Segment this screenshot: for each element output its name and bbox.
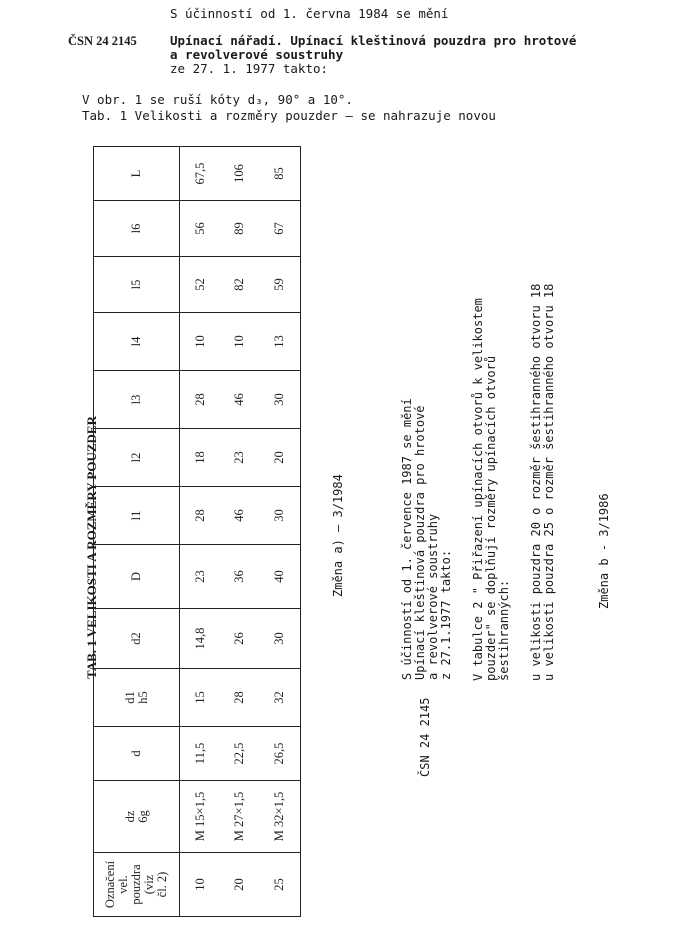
table-cell: 10 — [220, 313, 259, 371]
table-caption: TAB. 1 VELIKOSTI A ROZMĚRY POUZDER — [84, 416, 99, 679]
table-cell: 36 — [220, 545, 259, 609]
table-cell: 26,5 — [260, 727, 301, 781]
dimensions-table-wrapper — [93, 147, 301, 917]
header-size-designation: Označení vel. pouzdra (viz čl. 2) — [94, 853, 180, 917]
table-cell: 106 — [220, 147, 259, 201]
header-l4: l4 — [94, 313, 180, 371]
table-row — [260, 147, 301, 917]
block2-line9: u velikosti pouzdra 25 o rozměr šestihranného otvoru 18 — [542, 283, 556, 681]
table-cell: 32 — [260, 669, 301, 727]
table-cell: 46 — [220, 487, 259, 545]
table-cell: 82 — [220, 257, 259, 313]
table-row — [180, 147, 221, 917]
table-cell: 23 — [220, 429, 259, 487]
table-cell: 20 — [260, 429, 301, 487]
header-d: d — [94, 727, 180, 781]
csn-number: ČSN 24 2145 — [68, 34, 137, 48]
header-l6: l6 — [94, 201, 180, 257]
table-cell: 10 — [180, 313, 221, 371]
table-cell: 52 — [180, 257, 221, 313]
standard-title-line2: a revolverové soustruhy — [170, 47, 344, 62]
header-l1: l1 — [94, 487, 180, 545]
header-l5: l5 — [94, 257, 180, 313]
table-cell: 15 — [180, 669, 221, 727]
header-dz: dz 6g — [94, 781, 180, 853]
table-cell: 10 — [180, 853, 221, 917]
table-cell: 30 — [260, 609, 301, 669]
table-row — [220, 147, 259, 917]
table-cell: 26 — [220, 609, 259, 669]
table-cell: 46 — [220, 371, 259, 429]
change-line-2: Tab. 1 Velikosti a rozměry pouzder — se nahrazuje novou — [82, 108, 496, 123]
block2-line1: S účinností od 1. července 1987 se mění — [400, 398, 414, 680]
table-cell: 67 — [260, 201, 301, 257]
block2-line3: a revolverové soustruhy — [426, 513, 440, 680]
standard-title-line1: Upínací nářadí. Upínací kleštinová pouzdra pro hrotové — [170, 33, 577, 48]
block2-line8: u velikosti pouzdra 20 o rozměr šestihranného otvoru 18 — [529, 283, 543, 681]
block2-line2: Upínací kleštinová pouzdra pro hrotové — [413, 405, 427, 680]
header-d1: d1 h5 — [94, 669, 180, 727]
amendment-a-label: Změna a) — 3/1984 — [331, 474, 345, 597]
header-D: D — [94, 545, 180, 609]
table-cell: M 27×1,5 — [220, 781, 259, 853]
table-cell: 89 — [220, 201, 259, 257]
block2-line6: pouzder" se doplňují rozměry upínacích otvorů — [484, 355, 498, 681]
table-cell: 11,5 — [180, 727, 221, 781]
table-cell: 30 — [260, 371, 301, 429]
block2-line4: z 27.1.1977 takto: — [439, 549, 453, 680]
header-l2: l2 — [94, 429, 180, 487]
table-cell: 14,8 — [180, 609, 221, 669]
table-cell: 23 — [180, 545, 221, 609]
table-cell: 13 — [260, 313, 301, 371]
standard-date-line: ze 27. 1. 1977 takto: — [170, 61, 329, 76]
block2-line5: V tabulce 2 " Přiřazení upínacích otvorů k velikostem — [471, 298, 485, 681]
table-cell: 28 — [180, 371, 221, 429]
header-d2: d2 — [94, 609, 180, 669]
table-cell: 30 — [260, 487, 301, 545]
table-cell: M 32×1,5 — [260, 781, 301, 853]
table-cell: 20 — [220, 853, 259, 917]
header-L: L — [94, 147, 180, 201]
table-cell: 28 — [180, 487, 221, 545]
table-header-row — [94, 147, 180, 917]
dimensions-table — [93, 146, 301, 917]
block2-line7: šestihranných: — [497, 579, 511, 681]
table-cell: M 15×1,5 — [180, 781, 221, 853]
change-line-1: V obr. 1 se ruší kóty d₃, 90° a 10°. — [82, 92, 353, 107]
header-l3: l3 — [94, 371, 180, 429]
table-cell: 22,5 — [220, 727, 259, 781]
table-cell: 56 — [180, 201, 221, 257]
block2-csn-number: ČSN 24 2145 — [418, 697, 432, 777]
table-cell: 67,5 — [180, 147, 221, 201]
table-cell: 85 — [260, 147, 301, 201]
table-cell: 59 — [260, 257, 301, 313]
table-cell: 25 — [260, 853, 301, 917]
table-cell: 28 — [220, 669, 259, 727]
table-cell: 18 — [180, 429, 221, 487]
table-cell: 40 — [260, 545, 301, 609]
amendment-b-label: Změna b - 3/1986 — [597, 493, 611, 609]
intro-line: S účinností od 1. června 1984 se mění — [170, 6, 449, 21]
